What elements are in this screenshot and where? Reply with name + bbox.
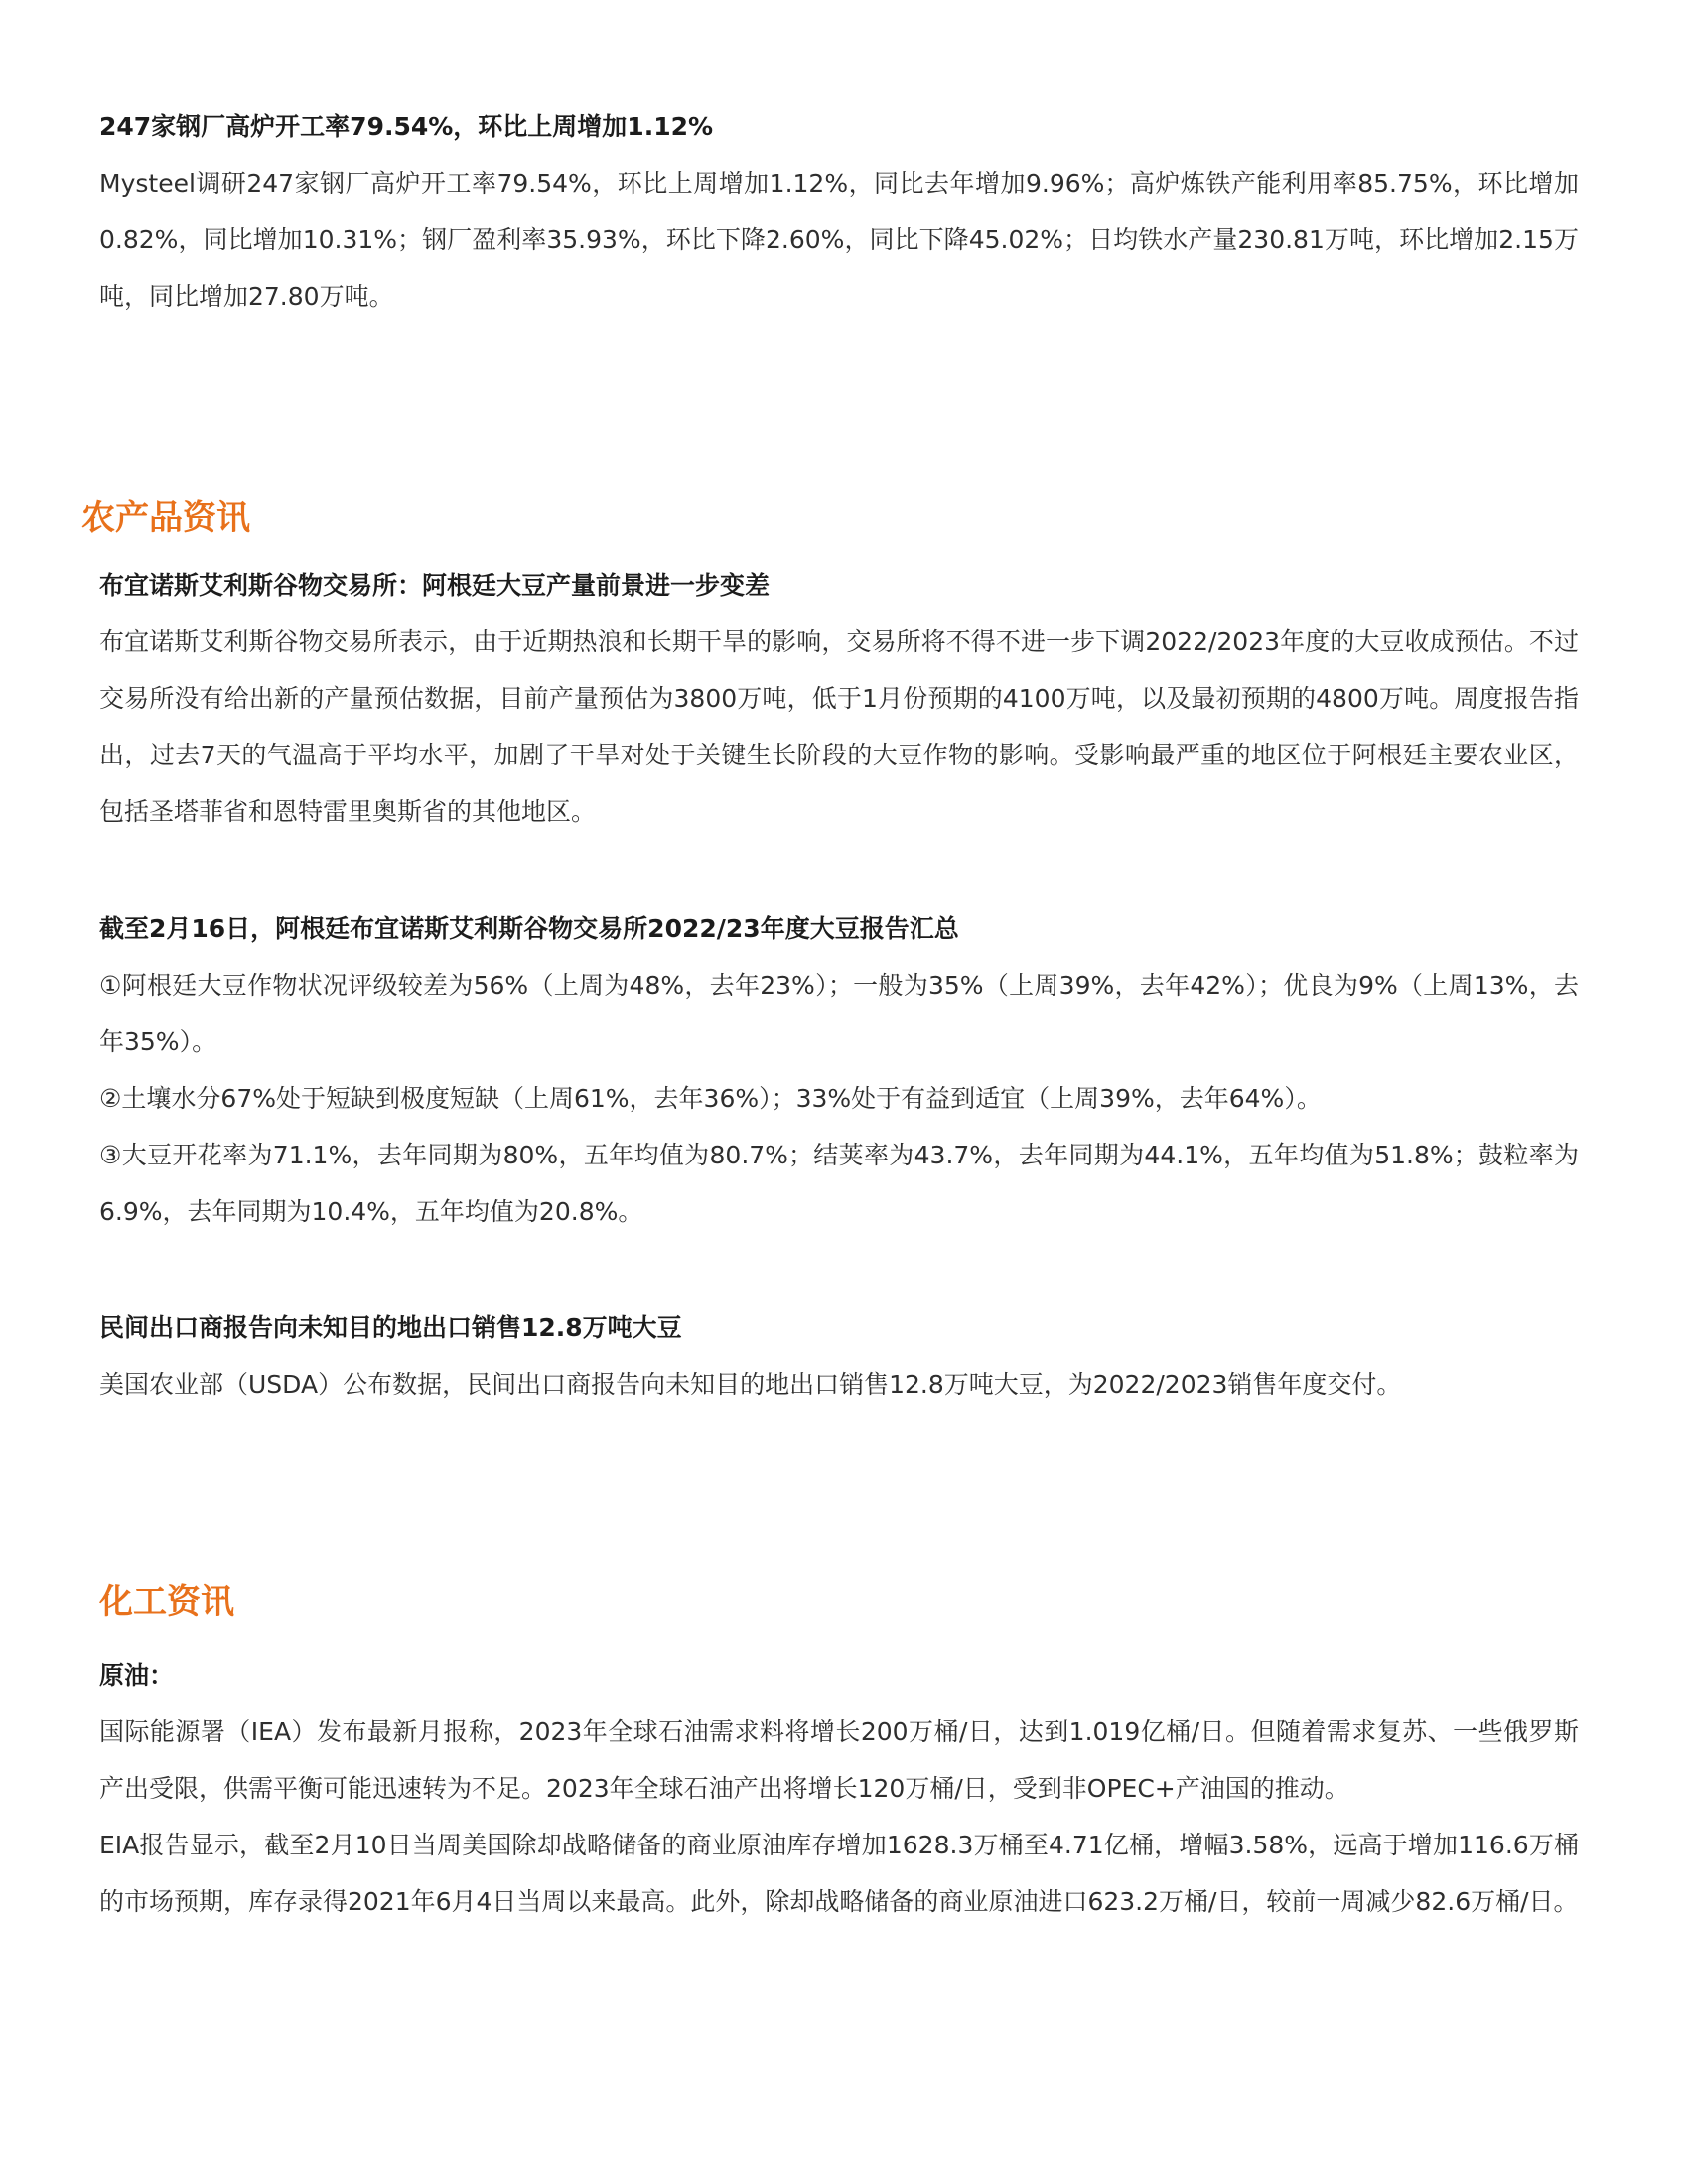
agri-news-3-body: 美国农业部（USDA）公布数据，民间出口商报告向未知目的地出口销售12.8万吨大豆，为2022/2023销售年度交付。 [99,1370,1402,1399]
chem-news-1-body-2: EIA报告显示，截至2月10日当周美国除却战略储备的商业原油库存增加1628.3万桶至4.71亿桶，增幅3.58%，远高于增加116.6万桶的市场预期，库存录得2021年6月4日当周以来最高。此外，除却战略储备的商业原油进口623.2万桶/日，较前一周减少82.6万桶/日。 [99,1831,1579,1916]
agri-news-2-point-2: ②土壤水分67%处于短缺到极度短缺（上周61%，去年36%）；33%处于有益到适宜（上周39%，去年64%）。 [99,1084,1322,1113]
agri-news-3 [99,1310,1579,1413]
section-title-agriculture: 农产品资讯 [81,498,250,538]
agri-news-2-point-3: ③大豆开花率为71.1%，去年同期为80%，五年均值为80.7%；结荚率为43.7%，去年同期为44.1%，五年均值为51.8%；鼓粒率为6.9%，去年同期为10.4%，五年均值为20.8%。 [99,1141,1579,1226]
chem-news-1 [99,1658,1579,1930]
agri-news-1-title: 布宜诺斯艾利斯谷物交易所：阿根廷大豆产量前景进一步变差 [99,571,771,600]
agri-news-3-title: 民间出口商报告向未知目的地出口销售12.8万吨大豆 [99,1313,682,1342]
steel-news-title: 247家钢厂高炉开工率79.54%，环比上周增加1.12% [99,112,714,141]
agri-news-2-point-1: ①阿根廷大豆作物状况评级较差为56%（上周为48%，去年23%）；一般为35%（上周39%，去年42%）；优良为9%（上周13%，去年35%）。 [99,971,1579,1056]
agri-news-1 [99,568,1579,840]
chem-news-1-body-1: 国际能源署（IEA）发布最新月报称，2023年全球石油需求料将增长200万桶/日，达到1.019亿桶/日。但随着需求复苏、一些俄罗斯产出受限，供需平衡可能迅速转为不足。2023年全球石油产出将增长120万桶/日，受到非OPEC+产油国的推动。 [99,1717,1579,1803]
steel-news [99,109,1579,325]
agri-news-2-title: 截至2月16日，阿根廷布宜诺斯艾利斯谷物交易所2022/23年度大豆报告汇总 [99,914,959,943]
agri-news-1-body: 布宜诺斯艾利斯谷物交易所表示，由于近期热浪和长期干旱的影响，交易所将不得不进一步下调2022/2023年度的大豆收成预估。不过交易所没有给出新的产量预估数据，目前产量预估为3800万吨，低于1月份预期的4100万吨，以及最初预期的4800万吨。周度报告指出，过去7天的气温高于平均水平，加剧了干旱对处于关键生长阶段的大豆作物的影响。受影响最严重的地区位于阿根廷主要农业区，包括圣塔菲省和恩特雷里奥斯省的其他地区。 [99,627,1579,826]
chem-news-1-title: 原油： [99,1661,175,1690]
agri-news-2 [99,911,1579,1240]
section-title-chemical: 化工资讯 [99,1582,234,1622]
steel-news-body: Mysteel调研247家钢厂高炉开工率79.54%，环比上周增加1.12%，同比去年增加9.96%；高炉炼铁产能利用率85.75%，环比增加0.82%，同比增加10.31%；钢厂盈利率35.93%，环比下降2.60%，同比下降45.02%；日均铁水产量230.81万吨，环比增加2.15万吨，同比增加27.80万吨。 [99,169,1579,311]
